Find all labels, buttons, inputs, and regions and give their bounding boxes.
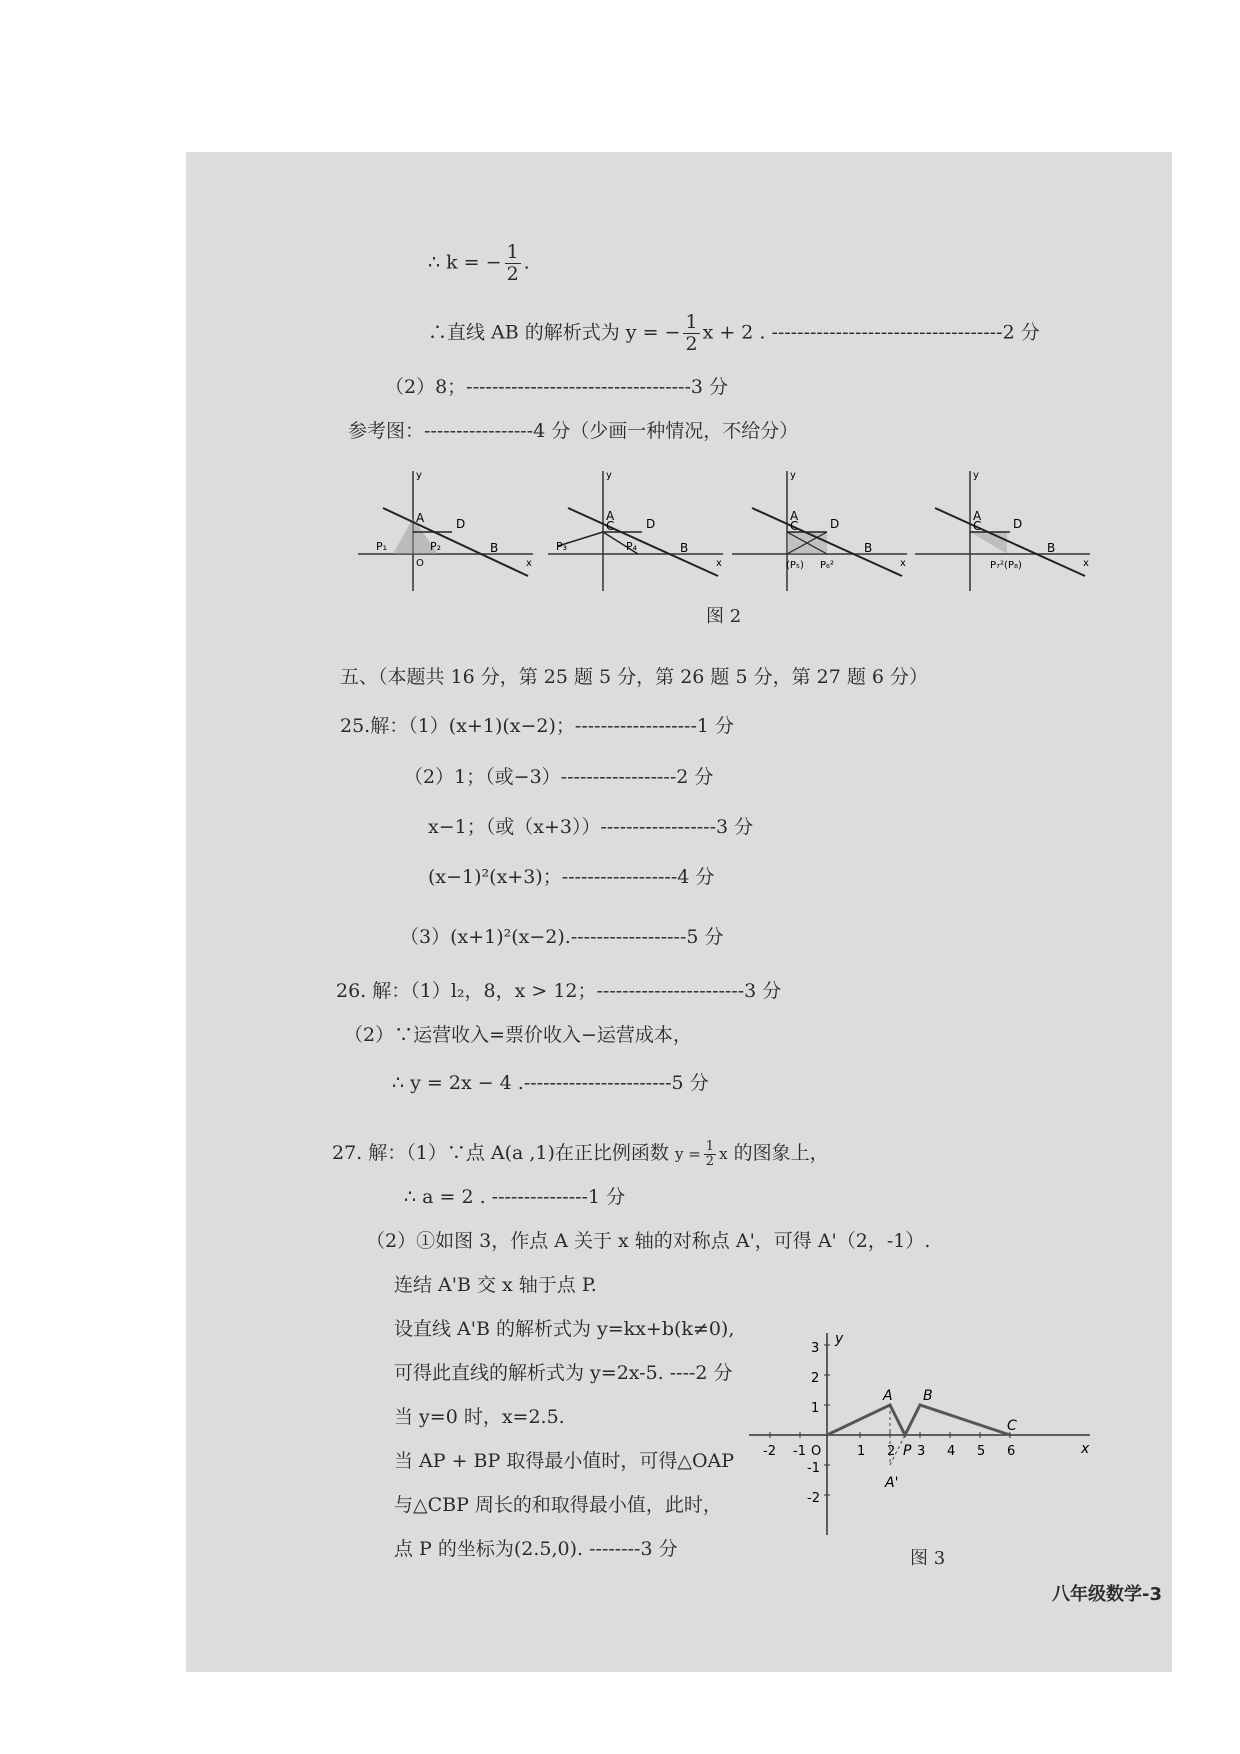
- q25-line5: （3）(x+1)²(x−2).------------------5 分: [400, 926, 724, 948]
- label-a: A: [883, 1388, 893, 1404]
- k-value-line: ∴ k = − $\frac{1}{2}$ .: [428, 241, 530, 285]
- x-tick: 3: [917, 1444, 926, 1459]
- q27-line9: 与△CBP 周长的和取得最小值，此时，: [394, 1494, 722, 1516]
- label-c: C: [790, 519, 799, 533]
- shaded-triangle: [970, 532, 1007, 554]
- line-ab-expression: ∴直线 AB 的解析式为 y = − $\frac{1}{2}$ x + 2 . ------------------------------------2 分: [428, 311, 1040, 355]
- q26-line2: （2）∵运营收入=票价收入−运营成本，: [344, 1024, 692, 1046]
- label-d: D: [646, 517, 656, 531]
- label-a: A: [790, 509, 799, 523]
- x-tick: O: [811, 1444, 822, 1459]
- x-tick: -1: [793, 1444, 806, 1459]
- label-b: B: [864, 541, 873, 555]
- label-b: B: [1047, 541, 1056, 555]
- label-p2: P₂: [430, 540, 442, 553]
- q27-line5: 设直线 A'B 的解析式为 y=kx+b(k≠0),: [394, 1318, 735, 1340]
- y-axis-label: y: [973, 470, 979, 481]
- q26-line1: 26. 解：（1）l₂，8，x > 12；-----------------------3 分: [336, 980, 782, 1002]
- figure2-caption: 图 2: [706, 606, 742, 627]
- label-a: A: [416, 511, 425, 525]
- y-tick-labels: [807, 1341, 820, 1506]
- y-tick: 2: [811, 1371, 820, 1386]
- y-tick: 1: [811, 1401, 820, 1416]
- figure3-graph: [745, 1325, 1095, 1540]
- label-p: P: [903, 1443, 912, 1459]
- q24-part2: （2）8；-----------------------------------3 分: [385, 376, 729, 398]
- q27-line2: ∴ a = 2 . ---------------1 分: [404, 1186, 626, 1208]
- label-c: C: [606, 519, 615, 533]
- q26-line3: ∴ y = 2x − 4 .-----------------------5 分: [392, 1072, 709, 1094]
- label-p7: P₇²(P₈): [990, 560, 1022, 571]
- label-p1: P₁: [376, 540, 388, 553]
- label-p5: (P₅): [786, 560, 804, 571]
- label-d: D: [830, 517, 840, 531]
- q25-line4: (x−1)²(x+3)；------------------4 分: [428, 866, 715, 888]
- x-axis-label: x: [716, 558, 722, 569]
- label-a-prime: A': [885, 1475, 899, 1491]
- figure2-graph-2: [548, 466, 728, 596]
- figure3-caption: 图 3: [910, 1548, 946, 1569]
- x-tick: 2: [887, 1444, 896, 1459]
- figure2-graph-1: [358, 466, 538, 596]
- label-p4: P₄: [626, 540, 638, 553]
- label-b: B: [680, 541, 689, 555]
- label-d: D: [456, 517, 466, 531]
- y-tick: 3: [811, 1341, 820, 1356]
- q27-line6: 可得此直线的解析式为 y=2x-5. ----2 分: [394, 1362, 733, 1384]
- x-axis-label: x: [526, 558, 532, 569]
- x-axis-label: x: [1083, 558, 1089, 569]
- q25-line3: x−1；（或（x+3））------------------3 分: [428, 816, 754, 838]
- x-tick: -2: [763, 1444, 776, 1459]
- q25-line2: （2）1；（或−3）------------------2 分: [404, 766, 714, 788]
- x-axis-label: x: [1081, 1441, 1090, 1457]
- q27-line7: 当 y=0 时，x=2.5.: [394, 1406, 565, 1428]
- figure2-graph-3: [732, 466, 912, 596]
- label-b: B: [923, 1388, 933, 1404]
- x-tick: 5: [977, 1444, 986, 1459]
- label-a: A: [606, 509, 615, 523]
- label-c: C: [1007, 1418, 1017, 1434]
- q25-line1: 25.解：（1）(x+1)(x−2)；-------------------1 分: [340, 715, 735, 737]
- q27-line4: 连结 A'B 交 x 轴于点 P.: [394, 1274, 597, 1296]
- label-d: D: [1013, 517, 1023, 531]
- q27-line1: 27. 解：（1）∵点 A(a ,1)在正比例函数 y = $\frac{1}{2}$ x 的图象上，: [332, 1139, 829, 1170]
- origin-label: O: [416, 558, 424, 569]
- figure2-graph-4: [915, 466, 1095, 596]
- x-tick: 4: [947, 1444, 956, 1459]
- x-tick: 1: [857, 1444, 866, 1459]
- q27-line8: 当 AP + BP 取得最小值时，可得△OAP: [394, 1450, 735, 1472]
- label-a: A: [973, 509, 982, 523]
- y-axis-label: y: [835, 1331, 844, 1347]
- reference-figure-note: 参考图：-----------------4 分（少画一种情况，不给分）: [348, 420, 799, 442]
- q27-line10: 点 P 的坐标为(2.5,0). --------3 分: [394, 1538, 678, 1560]
- page-footer: 八年级数学-3: [1052, 1584, 1162, 1605]
- x-tick-labels: [763, 1444, 1015, 1459]
- label-b: B: [490, 541, 499, 555]
- y-axis-label: y: [790, 470, 796, 481]
- label-p3: P₃: [556, 540, 568, 553]
- path-o-a-p-b-c: [827, 1405, 1010, 1435]
- y-tick: -2: [807, 1491, 820, 1506]
- y-tick: -1: [807, 1461, 820, 1476]
- x-axis-label: x: [900, 558, 906, 569]
- section5-heading: 五、（本题共 16 分，第 25 题 5 分，第 26 题 5 分，第 27 题 6 分）: [340, 666, 929, 688]
- label-p6: P₆²: [820, 560, 835, 571]
- q27-line3: （2）①如图 3，作点 A 关于 x 轴的对称点 A'，可得 A'（2，-1）.: [366, 1230, 931, 1252]
- y-axis-label: y: [606, 470, 612, 481]
- x-tick: 6: [1007, 1444, 1016, 1459]
- y-axis-label: y: [416, 470, 422, 481]
- label-c: C: [973, 519, 982, 533]
